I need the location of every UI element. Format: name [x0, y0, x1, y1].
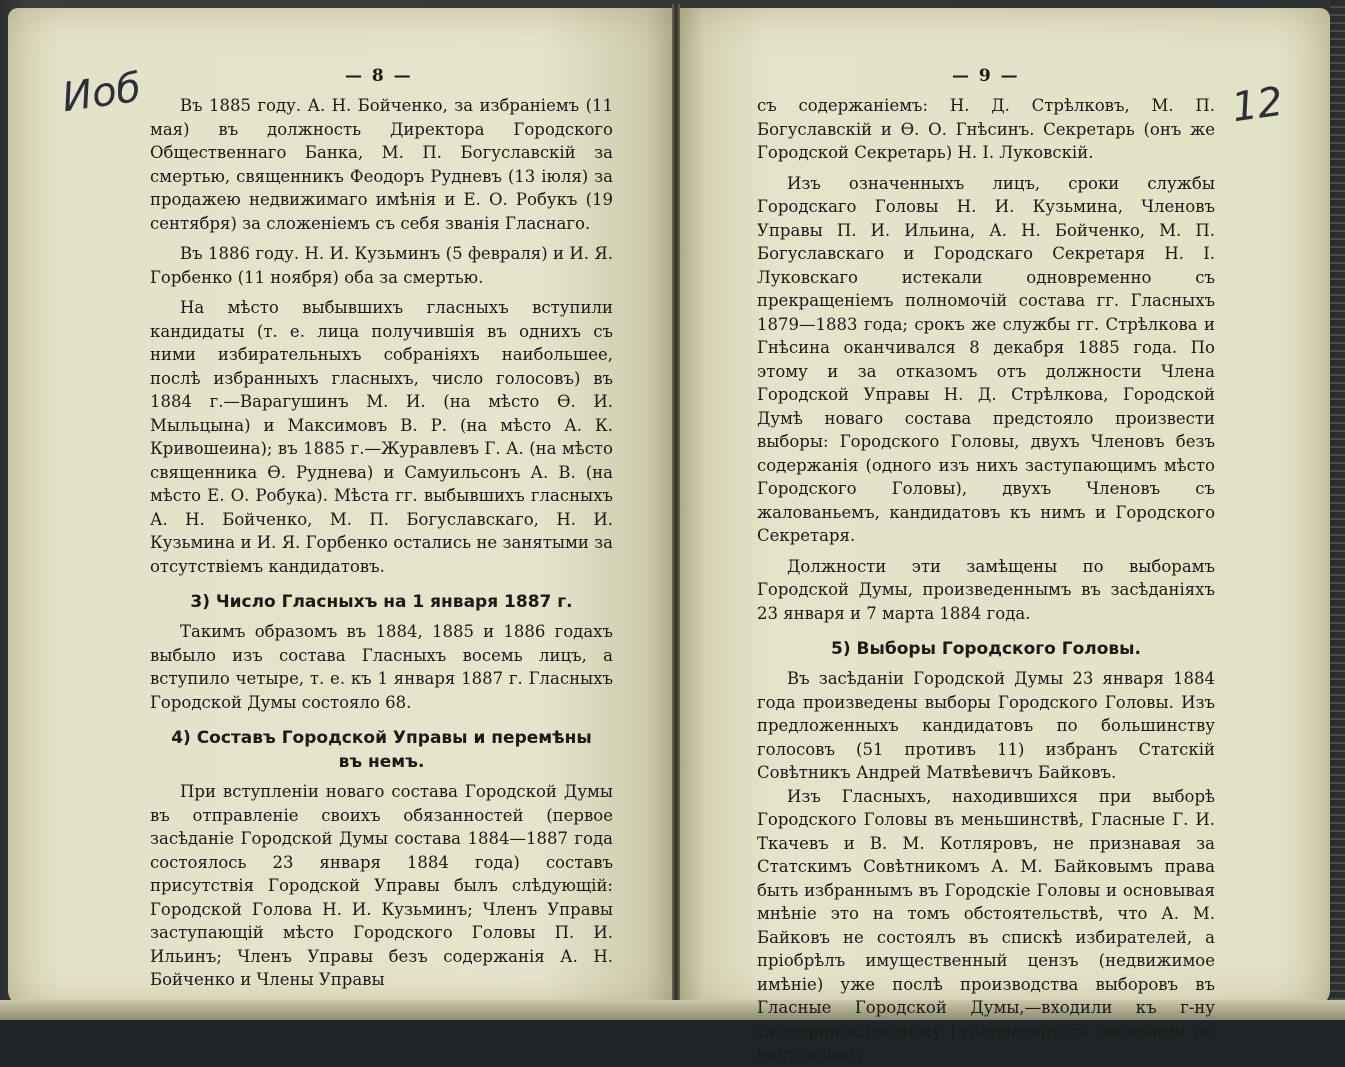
page-number-right: — 9 —	[952, 66, 1020, 86]
handwritten-note-right: 12	[1229, 78, 1286, 132]
paragraph: съ содержаніемъ: Н. Д. Стрѣлковъ, М. П. Богуславскій и Ѳ. О. Гнѣсинъ. Секретарь (онъ же Городской Секретарь) Н. І. Луковскій.	[757, 96, 1215, 162]
section-heading-3: 3) Число Гласныхъ на 1 января 1887 г.	[190, 592, 573, 612]
paragraph: Въ 1886 году. Н. И. Кузьминъ (5 февраля) и И. Я. Горбенко (11 ноября) оба за смертью.	[150, 244, 613, 287]
right-text-column	[757, 94, 1215, 1067]
paragraph: На мѣсто выбывшихъ гласныхъ вступили кандидаты (т. е. лица получившія въ однихъ съ ними избирательныхъ собраніяхъ наибольшее, послѣ избранныхъ гласныхъ, число голосовъ) въ 1884 г.—Варагушинъ М. И. (на мѣсто Ѳ. И. Мыльцына) и Максимовъ В. Р. (на мѣсто А. К. Кривошеина); въ 1885 г.—Журавлевъ Г. А. (на мѣсто священника Ѳ. Руднева) и Самуильсонъ А. В. (на мѣсто Е. О. Робука). Мѣста гг. выбывшихъ гласныхъ А. Н. Бойченко, М. П. Богуславскаго, Н. И. Кузьмина и И. Я. Горбенко остались не занятыми за отсутствіемъ кандидатовъ.	[150, 298, 613, 576]
left-text-column	[150, 94, 613, 992]
section-heading-5: 5) Выборы Городского Головы.	[831, 639, 1141, 659]
paragraph: Должности эти замѣщены по выборамъ Городской Думы, произведеннымъ въ засѣданіяхъ 23 января и 7 марта 1884 года.	[757, 556, 1215, 623]
page-edges	[1330, 0, 1345, 1020]
paragraph: Въ засѣданіи Городской Думы 23 января 1884 года произведены выборы Городского Головы. Изъ предложенныхъ кандидатовъ по большинству голосовъ (51 противъ 11) избранъ Статскій Совѣтникъ Андрей Матвѣевичъ Байковъ.	[757, 669, 1215, 782]
page-number-left: — 8 —	[345, 66, 413, 86]
paragraph: Изъ означенныхъ лицъ, сроки службы Городскаго Головы Н. И. Кузьмина, Членовъ Управы П. И. Ильина, А. Н. Бойченко, М. П. Богуславскаго и Городскаго Секретаря Н. І. Луковскаго истекали одновременно съ прекращеніемъ полномочій состава гг. Гласныхъ 1879—1883 года; срокъ же службы гг. Стрѣлкова и Гнѣсина оканчивался 8 декабря 1885 года. По этому и за отказомъ отъ должности Члена Городской Управы Н. Д. Стрѣлкова, Городской Думѣ новаго состава предстояло произвести выборы: Городского Головы, двухъ Членовъ безъ содержанія (одного изъ нихъ заступающимъ мѣсто Городского Головы), двухъ Членовъ съ жалованьемъ, кандидатовъ къ нимъ и Городского Секретаря.	[757, 173, 1215, 545]
handwritten-note-left: Иоб	[59, 64, 144, 122]
section-heading-4: 4) Составъ Городской Управы и перемѣны въ немъ.	[171, 728, 592, 772]
book-gutter	[672, 4, 680, 1016]
paragraph: Изъ Гласныхъ, находившихся при выборѣ Городского Головы въ меньшинствѣ, Гласные Г. И. Ткачевъ и В. М. Котляровъ, не признавая за Статскимъ Совѣтникомъ А. М. Байковымъ права быть избраннымъ въ Городскіе Головы и основывая мнѣніе это на томъ обстоятельствѣ, что А. М. Байковъ не состоялъ въ спискѣ избирателей, а пріобрѣлъ имущественный цензъ (недвижимое имѣніе) уже послѣ производства выборовъ въ Гласные Городской Думы,—входили къ г-ну Екатеринославскому Губернатору съ жалобами по настоящему	[757, 786, 1215, 1064]
paragraph: Въ 1885 году. А. Н. Бойченко, за избраніемъ (11 мая) въ должность Директора Городского Общественнаго Банка, М. П. Богуславскій за смертью, священникъ Феодоръ Рудневъ (13 іюля) за продажею недвижимаго имѣнія и Е. О. Робукъ (19 сентября) за сложеніемъ съ себя званія Гласнаго.	[150, 96, 613, 233]
paragraph: При вступленіи новаго состава Городской Думы въ отправленіе своихъ обязанностей (первое засѣданіе Городской Думы состава 1884—1887 года состоялось 23 января 1884 года) составъ присутствія Городской Управы былъ слѣдующій: Городской Голова Н. И. Кузьминъ; Членъ Управы заступающій мѣсто Городского Головы П. И. Ильинъ; Членъ Управы безъ содержанія А. Н. Бойченко и Члены Управы	[150, 782, 613, 989]
paragraph: Такимъ образомъ въ 1884, 1885 и 1886 годахъ выбыло изъ состава Гласныхъ восемь лицъ, а вступило четыре, т. е. къ 1 января 1887 г. Гласныхъ Городской Думы состояло 68.	[150, 622, 613, 712]
